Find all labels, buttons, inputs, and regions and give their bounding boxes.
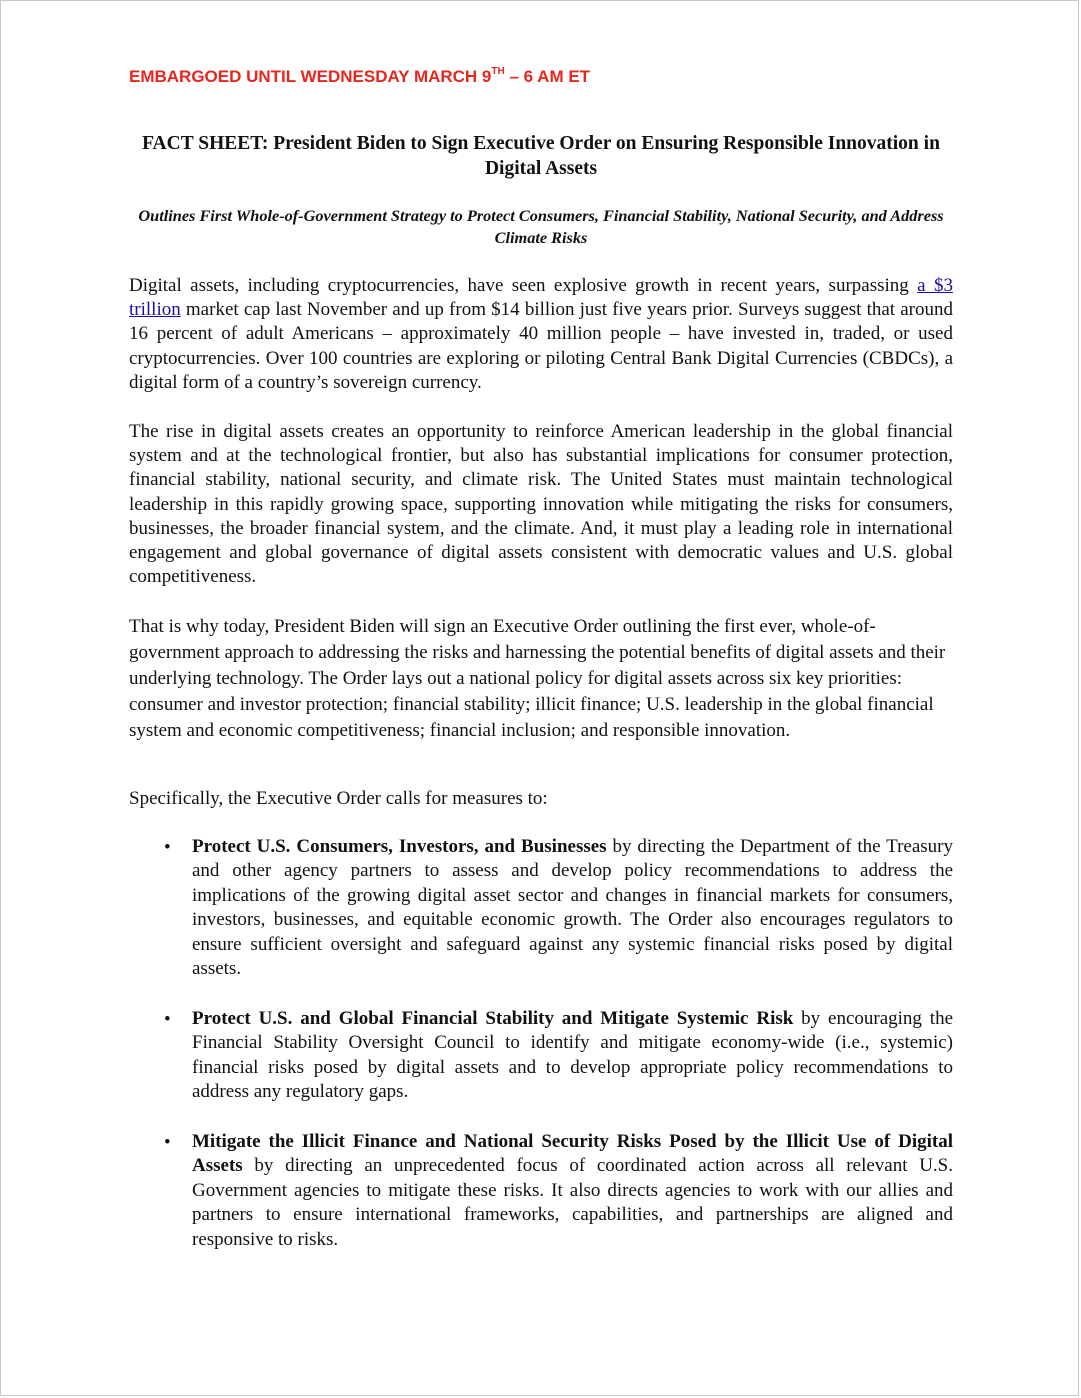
paragraph-1-before: Digital assets, including cryptocurrencies, have seen explosive growth in recent years, surpassing	[129, 275, 918, 296]
bullet-item-2	[192, 1007, 953, 1105]
bullet-dot-1: •	[164, 837, 171, 858]
bullet-item-1	[192, 835, 953, 981]
paragraph-2: The rise in digital assets creates an opportunity to reinforce American leadership in the global financial system and at the technological frontier, but also has substantial implications for consumer protection, financial stability, national security, and climate risk. The United States must maintain technological leadership in this rapidly growing space, supporting innovation while mitigating the risks for consumers, businesses, the broader financial system, and the climate. And, it must play a leading role in international engagement and global governance of digital assets consistent with democratic values and U.S. global competitiveness.	[129, 421, 953, 588]
paragraph-1-after: market cap last November and up from $14 billion just five years prior. Surveys suggest that around 16 percent of adult Americans – approximately 40 million people – have invested in, traded, or used cryptocurrencies. Over 100 countries are exploring or piloting Central Bank Digital Currencies (CBDCs), a digital form of a country’s sovereign currency.	[129, 299, 953, 393]
embargo-text: EMBARGOED UNTIL WEDNESDAY MARCH 9	[129, 67, 492, 86]
document-title: FACT SHEET: President Biden to Sign Executive Order on Ensuring Responsible Innovation in Digital Assets	[142, 133, 940, 179]
paragraph-1	[129, 274, 953, 395]
bullet-item-3	[192, 1130, 953, 1252]
bullet-2-text: by encouraging the Financial Stability Oversight Council to identify and mitigate economy-wide (i.e., systemic) financial risks posed by digital assets and to develop appropriate policy recommendations to address any regulatory gaps.	[192, 1008, 953, 1103]
trillion-link[interactable]: a $3 trillion	[129, 275, 953, 321]
bullet-1-text: by directing the Department of the Treasury and other agency partners to assess and develop policy recommendations to address the implications of the growing digital asset sector and changes in financial markets for consumers, investors, businesses, and equitable economic growth. The Order also encourages regulators to ensure sufficient oversight and safeguard against any systemic financial risks posed by digital assets.	[192, 836, 953, 980]
embargo-superscript: TH	[491, 66, 505, 77]
document-subtitle: Outlines First Whole-of-Government Strategy to Protect Consumers, Financial Stability, National Security, and Address Climate Risks	[138, 206, 944, 247]
bullet-dot-2: •	[164, 1009, 171, 1030]
embargo-notice	[129, 67, 590, 87]
paragraph-4: Specifically, the Executive Order calls for measures to:	[129, 788, 548, 809]
bullet-1-heading: Protect U.S. Consumers, Investors, and Businesses	[192, 836, 607, 857]
bullet-3-heading: Mitigate the Illicit Finance and National Security Risks Posed by the Illicit Use of Digital Assets	[192, 1131, 953, 1177]
embargo-tail: – 6 AM ET	[504, 67, 591, 86]
bullet-3-text: by directing an unprecedented focus of coordinated action across all relevant U.S. Government agencies to mitigate these risks. It also directs agencies to work with our allies and partners to ensure international frameworks, capabilities, and partnerships are aligned and responsive to risks.	[192, 1155, 953, 1250]
paragraph-3: That is why today, President Biden will sign an Executive Order outlining the first ever, whole-of-government approach to addressing the risks and harnessing the potential benefits of digital assets and their underlying technology. The Order lays out a national policy for digital assets across six key priorities: consumer and investor protection; financial stability; illicit finance; U.S. leadership in the global financial system and economic competitiveness; financial inclusion; and responsible innovation.	[129, 616, 946, 741]
bullet-2-heading: Protect U.S. and Global Financial Stability and Mitigate Systemic Risk	[192, 1008, 794, 1029]
bullet-dot-3: •	[164, 1132, 171, 1153]
